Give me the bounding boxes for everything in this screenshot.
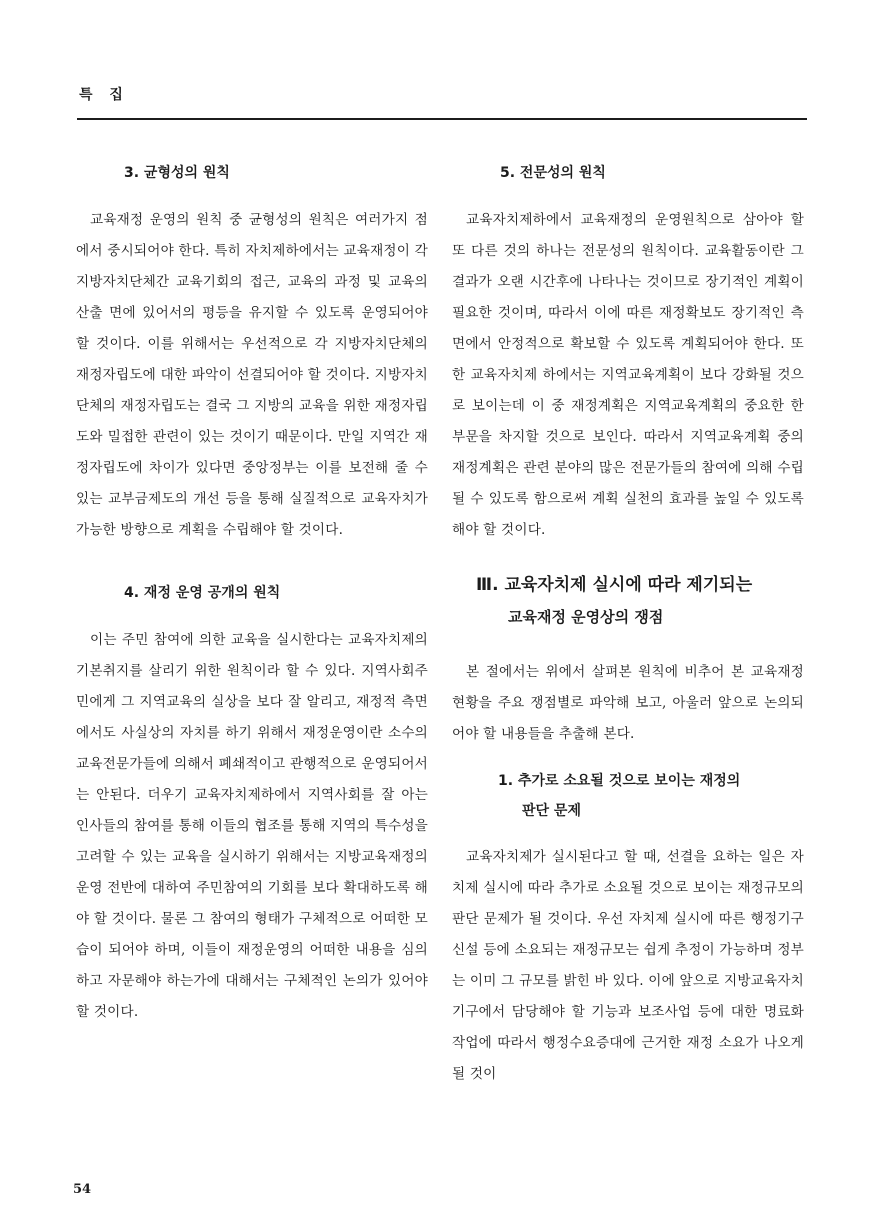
section-header-label: 특 집 bbox=[79, 87, 129, 103]
left-column bbox=[76, 150, 428, 1028]
section3-heading: 3. 균형성의 원칙 bbox=[124, 165, 230, 181]
right-column bbox=[452, 150, 804, 1090]
chapter3-heading-line2: 교육재정 운영상의 쟁점 bbox=[508, 608, 664, 626]
page-number: 54 bbox=[73, 1182, 92, 1197]
subsection1-paragraph: 교육자치제가 실시된다고 할 때, 선결을 요하는 일은 자치제 실시에 따라 추가로 소요될 것으로 보이는 재정규모의 판단 문제가 될 것이다. 우선 자치제 실시에 따른 행정기구 신설 등에 소요되는 재정규모는 쉽게 추정이 가능하며 정부는 이미 그 규모를 밝힌 바 있다. 이에 앞으로 지방교육자치기구에서 담당해야 할 기능과 보조사업 등에 대한 명료화 작업에 따라서 행정수요증대에 근거한 재정 소요가 나오게 될 것이 bbox=[452, 849, 804, 1082]
header-divider bbox=[77, 118, 807, 120]
section3-paragraph: 교육재정 운영의 원칙 중 균형성의 원칙은 여러가지 점에서 중시되어야 한다. 특히 자치제하에서는 교육재정이 각 지방자치단체간 교육기회의 접근, 교육의 과정 및 교육의 산출 면에 있어서의 평등을 유지할 수 있도록 운영되어야 할 것이다. 이를 위해서는 우선적으로 각 지방자치단체의 재정자립도에 대한 파악이 선결되어야 할 것이다. 지방자치단체의 재정자립도는 결국 그 지방의 교육을 위한 재정자립도와 밀접한 관련이 있는 것이기 때문이다. 만일 지역간 재정자립도에 차이가 있다면 중앙정부는 이를 보전해 줄 수 있는 교부금제도의 개선 등을 통해 실질적으로 교육자치가 가능한 방향으로 계획을 수립해야 할 것이다. bbox=[76, 212, 428, 538]
subsection1-heading-line2: 판단 문제 bbox=[522, 803, 581, 819]
subsection1-heading-line1: 1. 추가로 소요될 것으로 보이는 재정의 bbox=[498, 773, 741, 789]
chapter3-paragraph: 본 절에서는 위에서 살펴본 원칙에 비추어 본 교육재정 현황을 주요 쟁점별로 파악해 보고, 아울러 앞으로 논의되어야 할 내용들을 추출해 본다. bbox=[452, 664, 804, 742]
section4-paragraph: 이는 주민 참여에 의한 교육을 실시한다는 교육자치제의 기본취지를 살리기 위한 원칙이라 할 수 있다. 지역사회주민에게 그 지역교육의 실상을 보다 잘 알리고, 재정적 측면에서도 사실상의 자치를 하기 위해서 재정운영이란 소수의 교육전문가들에 의해서 폐쇄적이고 관행적으로 운영되어서는 안된다. 더우기 교육자치제하에서 지역사회를 잘 아는 인사들의 참여를 통해 이들의 협조를 통해 지역의 특수성을 고려할 수 있는 교육을 실시하기 위해서는 지방교육재정의 운영 전반에 대하여 주민참여의 기회를 보다 확대하도록 해야 할 것이다. 물론 그 참여의 형태가 구체적으로 어떠한 모습이 되어야 하며, 이들이 재정운영의 어떠한 내용을 심의하고 자문해야 하는가에 대해서는 구체적인 논의가 있어야 할 것이다. bbox=[76, 632, 428, 1020]
section5-paragraph: 교육자치제하에서 교육재정의 운영원칙으로 삼아야 할 또 다른 것의 하나는 전문성의 원칙이다. 교육활동이란 그 결과가 오랜 시간후에 나타나는 것이므로 장기적인 계획이 필요한 것이며, 따라서 이에 따른 재정확보도 장기적인 측면에서 안정적으로 확보할 수 있도록 계획되어야 한다. 또한 교육자치제 하에서는 지역교육계획이 보다 강화될 것으로 보이는데 이 중 재정계획은 지역교육계획의 중요한 한 부문을 차지할 것으로 보인다. 따라서 지역교육계획 중의 재정계획은 관련 분야의 많은 전문가들의 참여에 의해 수립될 수 있도록 함으로써 계획 실천의 효과를 높일 수 있도록 해야 할 것이다. bbox=[452, 212, 804, 538]
chapter3-heading-line1: Ⅲ. 교육자치제 실시에 따라 제기되는 bbox=[476, 575, 753, 595]
section4-heading: 4. 재정 운영 공개의 원칙 bbox=[124, 585, 281, 601]
section5-heading: 5. 전문성의 원칙 bbox=[500, 165, 606, 181]
